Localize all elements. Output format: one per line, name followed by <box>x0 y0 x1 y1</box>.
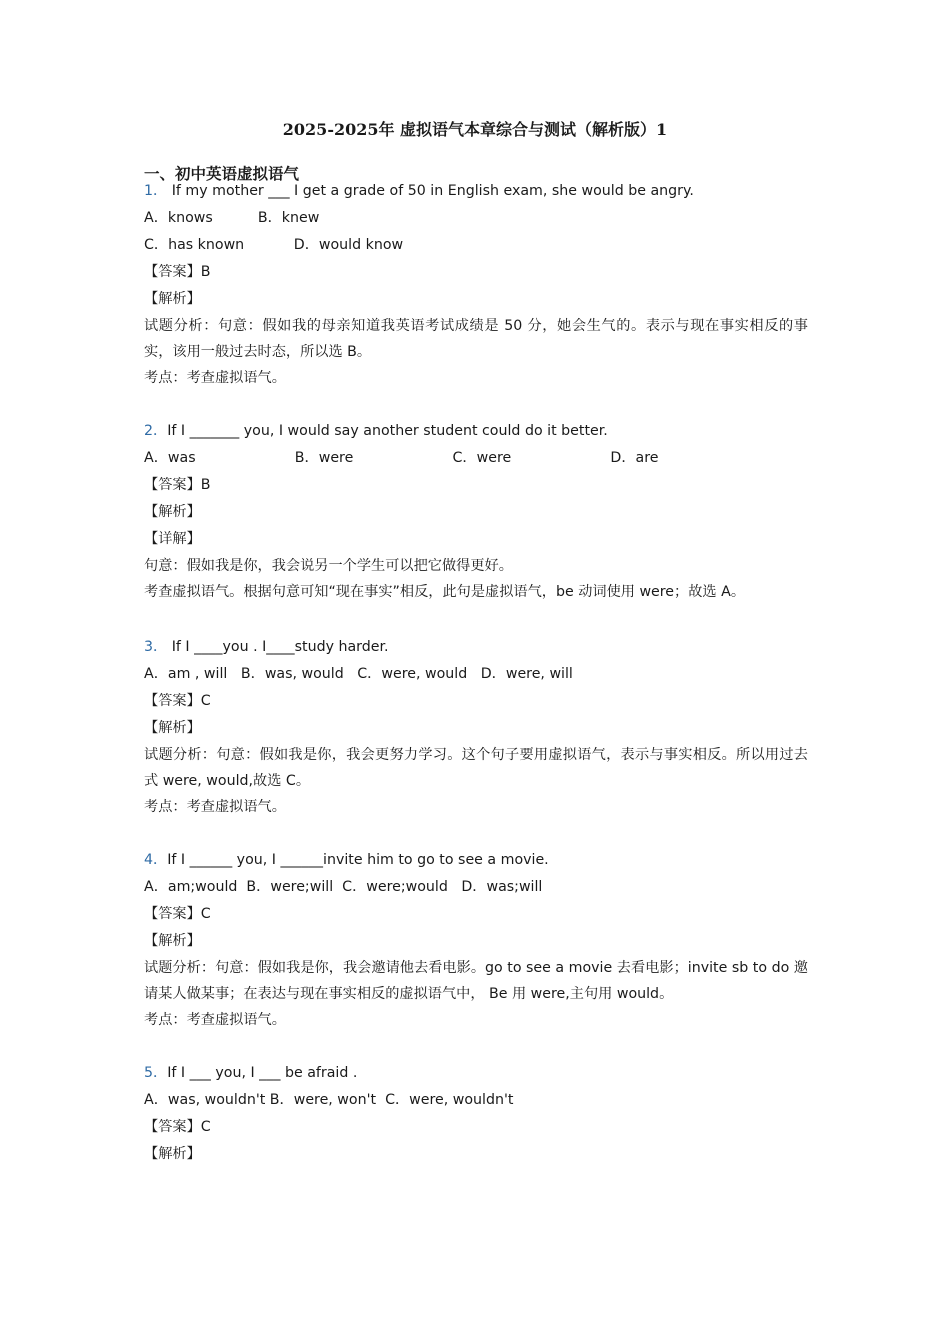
question-3 <box>144 634 808 821</box>
analysis-text: 试题分析：句意：假如我是你，我会更努力学习。这个句子要用虚拟语气，表示与事实相反。所以用过去式 were, would,故选 C。 <box>144 747 808 789</box>
analysis-label: 【解析】 <box>144 933 201 949</box>
options-row: A．knows B．knew <box>144 210 320 226</box>
question-2 <box>144 418 808 605</box>
question-5 <box>144 1060 808 1168</box>
analysis-text: 考查虚拟语气。根据句意可知“现在事实”相反，此句是虚拟语气，be 动词使用 were；故选 A。 <box>144 584 746 600</box>
options-row: A．am;would B．were;will C．were;would D．was;will <box>144 879 543 895</box>
question-stem: If I ______ you, I ______invite him to go to see a movie. <box>167 852 549 868</box>
options-row: A．was, wouldn't B．were, won't C．were, wouldn't <box>144 1092 514 1108</box>
analysis-text: 试题分析：句意：假如我的母亲知道我英语考试成绩是 50 分，她会生气的。表示与现在事实相反的事实，该用一般过去时态，所以选 B。 <box>144 318 808 360</box>
answer-label: 【答案】C <box>144 906 211 922</box>
analysis-text: 试题分析：句意：假如我是你，我会邀请他去看电影。go to see a movie 去看电影；invite sb to do 邀请某人做某事；在表达与现在事实相反的虚拟语气中， Be 用 were,主句用 would。 <box>144 960 808 1002</box>
analysis-label: 【解析】 <box>144 291 201 307</box>
exam-point: 考点：考查虚拟语气。 <box>144 1012 286 1028</box>
sentence-meaning: 句意：假如我是你，我会说另一个学生可以把它做得更好。 <box>144 558 513 574</box>
answer-label: 【答案】C <box>144 1119 211 1135</box>
answer-label: 【答案】C <box>144 693 211 709</box>
question-number: 1． <box>144 183 168 199</box>
question-number: 2． <box>144 423 168 439</box>
question-stem: If I ___ you, I ___ be afraid . <box>167 1065 358 1081</box>
section-heading: 一、初中英语虚拟语气 <box>144 165 300 183</box>
options-row: A．was B．were C．were D．are <box>144 450 659 466</box>
question-stem: If I _______ you, I would say another student could do it better. <box>167 423 608 439</box>
answer-label: 【答案】B <box>144 477 211 493</box>
question-list <box>144 178 808 1168</box>
question-number: 4． <box>144 852 168 868</box>
question-4 <box>144 847 808 1034</box>
analysis-label: 【解析】 <box>144 504 201 520</box>
analysis-label: 【解析】 <box>144 720 201 736</box>
question-number: 3． <box>144 639 168 655</box>
document-title: 2025-2025年 虚拟语气本章综合与测试（解析版）1 <box>282 120 668 139</box>
answer-label: 【答案】B <box>144 264 211 280</box>
analysis-label: 【解析】 <box>144 1146 201 1162</box>
options-row: A．am , will B．was, would C．were, would D．were, will <box>144 666 573 682</box>
options-row: C．has known D．would know <box>144 237 404 253</box>
question-stem: If I ____you . I____study harder. <box>167 639 389 655</box>
question-1 <box>144 178 808 392</box>
question-number: 5． <box>144 1065 168 1081</box>
question-stem: If my mother ___ I get a grade of 50 in English exam, she would be angry. <box>167 183 694 199</box>
exam-point: 考点：考查虚拟语气。 <box>144 799 286 815</box>
detail-label: 【详解】 <box>144 531 201 547</box>
exam-point: 考点：考查虚拟语气。 <box>144 370 286 386</box>
